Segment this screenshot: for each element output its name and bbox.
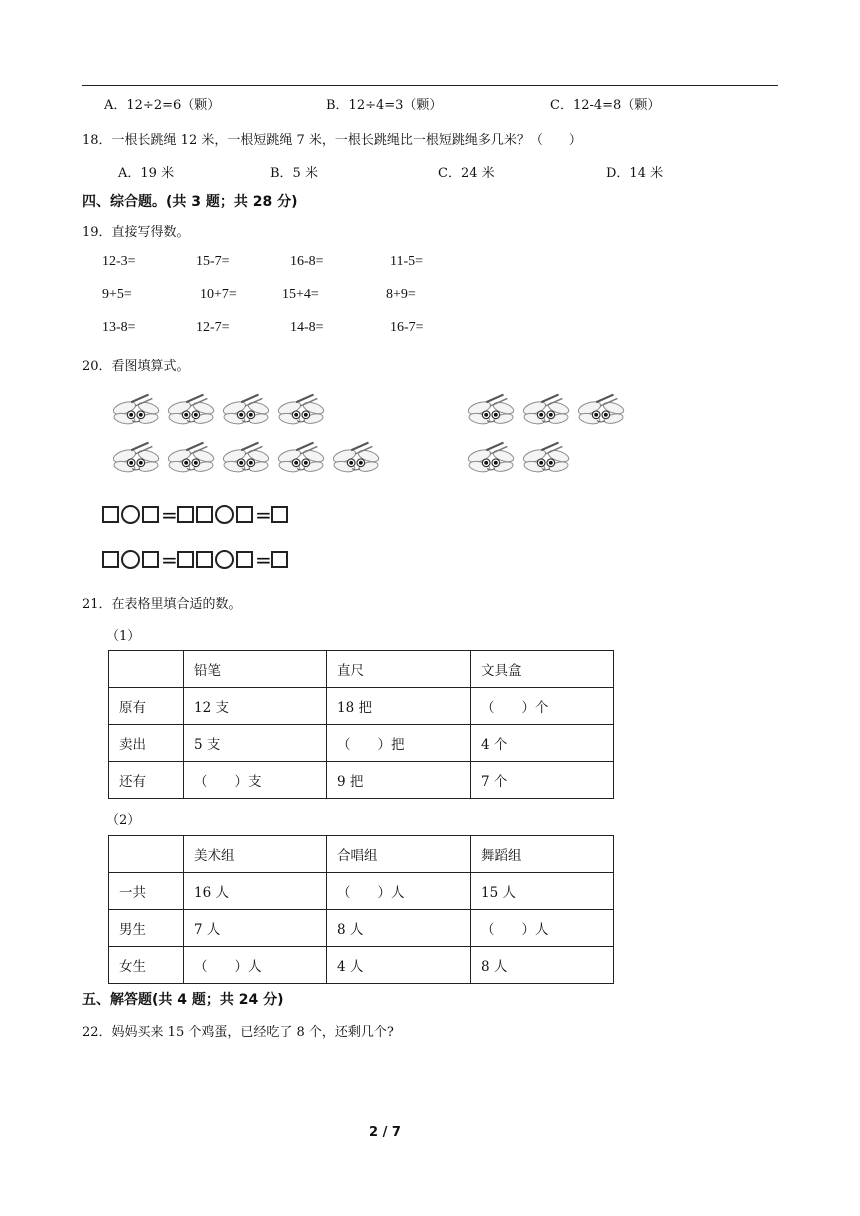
table-row [109,688,614,725]
q20-equation-2 [102,547,288,572]
table-row [109,873,614,910]
section-4-title: 四、综合题。(共 3 题；共 28 分) [82,194,298,210]
dragonfly-icon [330,440,382,474]
answer-box[interactable] [236,551,253,568]
dragonfly-icon [110,392,162,426]
dragonfly-icon [465,392,517,426]
q19-question: 19．直接写得数。 [82,225,190,240]
equals-sign: = [161,547,178,572]
table-cell: 一共 [109,873,184,910]
table-cell [109,651,184,688]
table-cell: 15 人 [471,873,614,910]
table-cell: 舞蹈组 [471,836,614,873]
answer-box[interactable] [196,551,213,568]
q19-item: 9+5= [102,287,132,302]
q19-item: 8+9= [386,287,416,302]
table-row [109,947,614,984]
q18-question: 18．一根长跳绳 12 米，一根短跳绳 7 米，一根长跳绳比一根短跳绳多几米？（ ） [82,133,582,148]
q21-table-2 [108,835,614,984]
table-cell: 女生 [109,947,184,984]
table-cell: 7 个 [471,762,614,799]
table-cell-blank[interactable]: （ ）支 [184,762,327,799]
q21-table-1 [108,650,614,799]
q19-item: 15+4= [282,287,319,302]
q20-equation-1 [102,502,288,527]
dragonfly-icon [575,392,627,426]
q17-option-b: B．12÷4=3（颗） [326,98,443,113]
table-cell: 8 人 [327,910,471,947]
operator-circle[interactable] [121,550,140,569]
table-cell-blank[interactable]: （ ）人 [327,873,471,910]
table-cell: 卖出 [109,725,184,762]
q18-option-d: D．14 米 [606,166,664,181]
equals-sign: = [255,547,272,572]
q19-item: 16-7= [390,320,424,335]
answer-box[interactable] [177,506,194,523]
q19-item: 10+7= [200,287,237,302]
table-cell: 9 把 [327,762,471,799]
q19-item: 15-7= [196,254,230,269]
table-row [109,910,614,947]
q20-question: 20．看图填算式。 [82,359,190,374]
table-cell: 铅笔 [184,651,327,688]
answer-box[interactable] [142,551,159,568]
dragonfly-icon [220,440,272,474]
table-cell-blank[interactable]: （ ）人 [184,947,327,984]
answer-box[interactable] [271,551,288,568]
operator-circle[interactable] [121,505,140,524]
q17-option-c: C．12-4=8（颗） [550,98,661,113]
table-cell: 4 个 [471,725,614,762]
table-cell-blank[interactable]: （ ）人 [471,910,614,947]
operator-circle[interactable] [215,550,234,569]
q19-item: 14-8= [290,320,324,335]
dragonfly-icon [520,392,572,426]
q19-item: 12-3= [102,254,136,269]
table-header-row [109,836,614,873]
table-row [109,725,614,762]
table-cell [109,836,184,873]
answer-box[interactable] [196,506,213,523]
q18-option-a: A．19 米 [118,166,175,181]
answer-box[interactable] [102,506,119,523]
table-header-row [109,651,614,688]
answer-box[interactable] [177,551,194,568]
dragonfly-icon [275,440,327,474]
table-cell: 男生 [109,910,184,947]
table-row [109,762,614,799]
q21-part1-label: （1） [106,629,141,644]
equals-sign: = [161,502,178,527]
q19-item: 13-8= [102,320,136,335]
operator-circle[interactable] [215,505,234,524]
dragonfly-icon [520,440,572,474]
table-cell: 文具盒 [471,651,614,688]
q19-item: 11-5= [390,254,424,269]
dragonfly-icon [110,440,162,474]
table-cell: 5 支 [184,725,327,762]
header-rule [82,85,778,86]
table-cell: 合唱组 [327,836,471,873]
q21-part2-label: （2） [106,813,141,828]
page-number: 2 / 7 [369,1125,401,1140]
dragonfly-icon [275,392,327,426]
q18-option-b: B．5 米 [270,166,318,181]
q19-item: 16-8= [290,254,324,269]
q19-item: 12-7= [196,320,230,335]
answer-box[interactable] [271,506,288,523]
q21-question: 21．在表格里填合适的数。 [82,597,242,612]
dragonfly-icon [165,392,217,426]
table-cell: 7 人 [184,910,327,947]
table-cell: 还有 [109,762,184,799]
table-cell: 直尺 [327,651,471,688]
dragonfly-icon [465,440,517,474]
answer-box[interactable] [142,506,159,523]
table-cell: 4 人 [327,947,471,984]
table-cell: 18 把 [327,688,471,725]
table-cell: 原有 [109,688,184,725]
table-cell-blank[interactable]: （ ）把 [327,725,471,762]
equals-sign: = [255,502,272,527]
answer-box[interactable] [102,551,119,568]
table-cell: 美术组 [184,836,327,873]
table-cell: 16 人 [184,873,327,910]
table-cell: 12 支 [184,688,327,725]
section-5-title: 五、解答题(共 4 题；共 24 分) [82,992,284,1008]
table-cell-blank[interactable]: （ ）个 [471,688,614,725]
dragonfly-icon [165,440,217,474]
q17-option-a: A．12÷2=6（颗） [104,98,221,113]
dragonfly-icon [220,392,272,426]
q18-option-c: C．24 米 [438,166,495,181]
answer-box[interactable] [236,506,253,523]
table-cell: 8 人 [471,947,614,984]
q22-question: 22．妈妈买来 15 个鸡蛋，已经吃了 8 个，还剩几个? [82,1025,394,1040]
